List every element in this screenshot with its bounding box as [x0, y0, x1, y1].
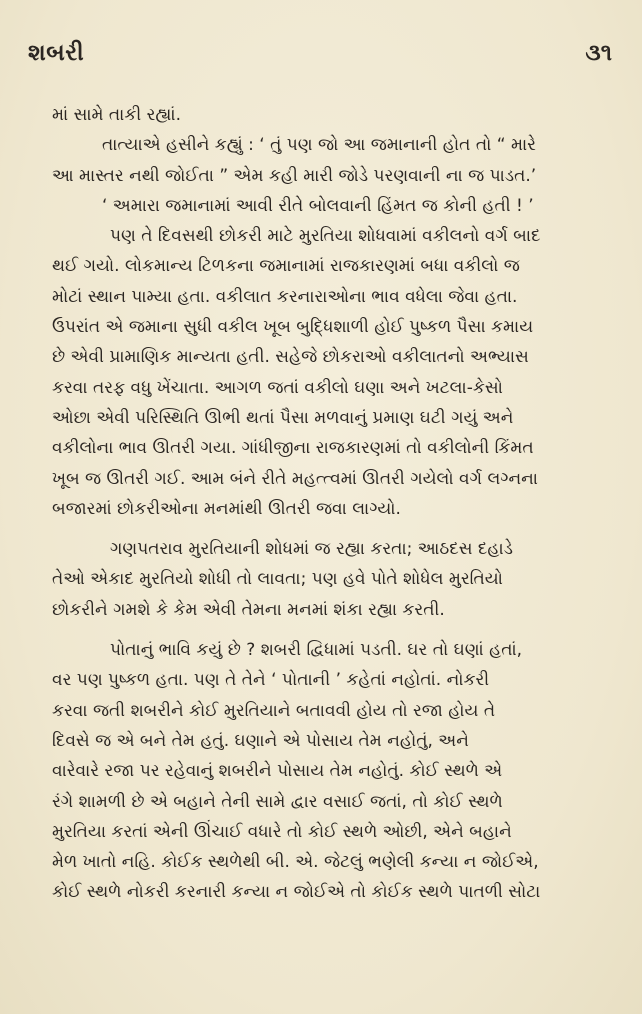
paragraph-first-line: પણ તે દિવસથી છોકરી માટે મુરતિયા શોધવામાં વકીલનો વર્ગ બાદ [110, 226, 541, 247]
text-line: કોઈ સ્થળે નોકરી કરનારી કન્યા ન જોઈએ તો કોઈક સ્થળે પાતળી સોટા [52, 882, 541, 903]
text-line: મેળ ખાતો નહિ. કોઈક સ્થળેથી બી. એ. જેટલું ભણેલી કન્યા ન જોઈએ, [52, 852, 539, 873]
text-line: વકીલોના ભાવ ઊતરી ગયા. ગાંધીજીના રાજકારણમાં તો વકીલોની કિંમત [52, 438, 534, 459]
text-line: રંગે શામળી છે એ બહાને તેની સામે દ્વાર વસાઈ જતાં, તો કોઈ સ્થળે [52, 791, 503, 812]
text-line: વર પણ પુષ્કળ હતા. પણ તે તેને ‘ પોતાની ’ કહેતાં નહોતાં. નોકરી [52, 670, 490, 691]
paragraph-first-line: પોતાનું ભાવિ કયું છે ? શબરી દ્વિધામાં પડતી. ઘર તો ઘણાં હતાં, [110, 640, 523, 661]
paragraph-first-line: તાત્યાએ હસીને કહ્યું : ‘ તું પણ જો આ જમાનાની હોત તો “ મારે [102, 135, 536, 156]
text-line: ખૂબ જ ઊતરી ગઈ. આમ બંને રીતે મહત્ત્વમાં ઊતરી ગયેલો વર્ગ લગ્નના [52, 468, 538, 489]
text-line: ઓછા એવી પરિસ્થિતિ ઊભી થતાં પૈસા મળવાનું પ્રમાણ ઘટી ગયું અને [52, 407, 514, 428]
text-line: છોકરીને ગમશે કે કેમ એવી તેમના મનમાં શંકા રહ્યા કરતી. [52, 599, 445, 620]
text-line: મોટાં સ્થાન પામ્યા હતા. વકીલાત કરનારાઓના ભાવ વધેલા જેવા હતા. [52, 286, 518, 307]
text-line: દિવસે જ એ બને તેમ હતું. ઘણાને એ પોસાય તેમ નહોતું, અને [52, 730, 469, 751]
text-line: કરવા જતી શબરીને કોઈ મુરતિયાને બતાવવી હોય તો રજા હોય તે [52, 700, 496, 721]
text-line: માં સામે તાકી રહ્યાં. [52, 105, 181, 125]
text-line: વારેવારે રજા પર રહેવાનું શબરીને પોસાય તેમ નહોતું. કોઈ સ્થળે એ [52, 761, 503, 782]
text-line: છે એવી પ્રામાણિક માન્યતા હતી. સહેજે છોકરાઓ વકીલાતનો અભ્યાસ [52, 347, 529, 368]
text-line: તેઓ એકાદ મુરતિયો શોધી તો લાવતા; પણ હવે પોતે શોધેલ મુરતિયો [52, 569, 503, 590]
page-header [28, 40, 612, 80]
running-title: શબરી [28, 40, 85, 66]
page-body [52, 100, 606, 908]
text-line: કરવા તરફ વધુ ખેંચાતા. આગળ જતાં વકીલો ઘણા અને ખટલા-કેસો [52, 377, 503, 398]
text-line: ઉપરાંત એ જમાના સુધી વકીલ ખૂબ બુદ્ધિશાળી હોઈ પુષ્કળ પૈસા કમાય [52, 317, 534, 338]
paragraph-first-line: ‘ અમારા જમાનામાં આવી રીતે બોલવાની હિંમત જ કોની હતી ! ’ [102, 195, 534, 216]
paragraph-first-line: ગણપતરાવ મુરતિયાની શોધમાં જ રહ્યા કરતા; આઠદસ દહાડે [110, 539, 514, 560]
text-line: બજારમાં છોકરીઓના મનમાંથી ઊતરી જવા લાગ્યો. [52, 498, 401, 519]
text-line: આ માસ્તર નથી જોઈતા ” એમ કહી મારી જોડે પરણવાની ના જ પાડત.’ [52, 165, 537, 186]
text-line: મુરતિયા કરતાં એની ઊંચાઈ વધારે તો કોઈ સ્થળે ઓછી, એને બહાને [52, 821, 512, 842]
text-line: થઈ ગયો. લોકમાન્ય ટિળકના જમાનામાં રાજકારણમાં બધા વકીલો જ [52, 256, 520, 277]
page-number: ૩૧ [585, 40, 612, 66]
